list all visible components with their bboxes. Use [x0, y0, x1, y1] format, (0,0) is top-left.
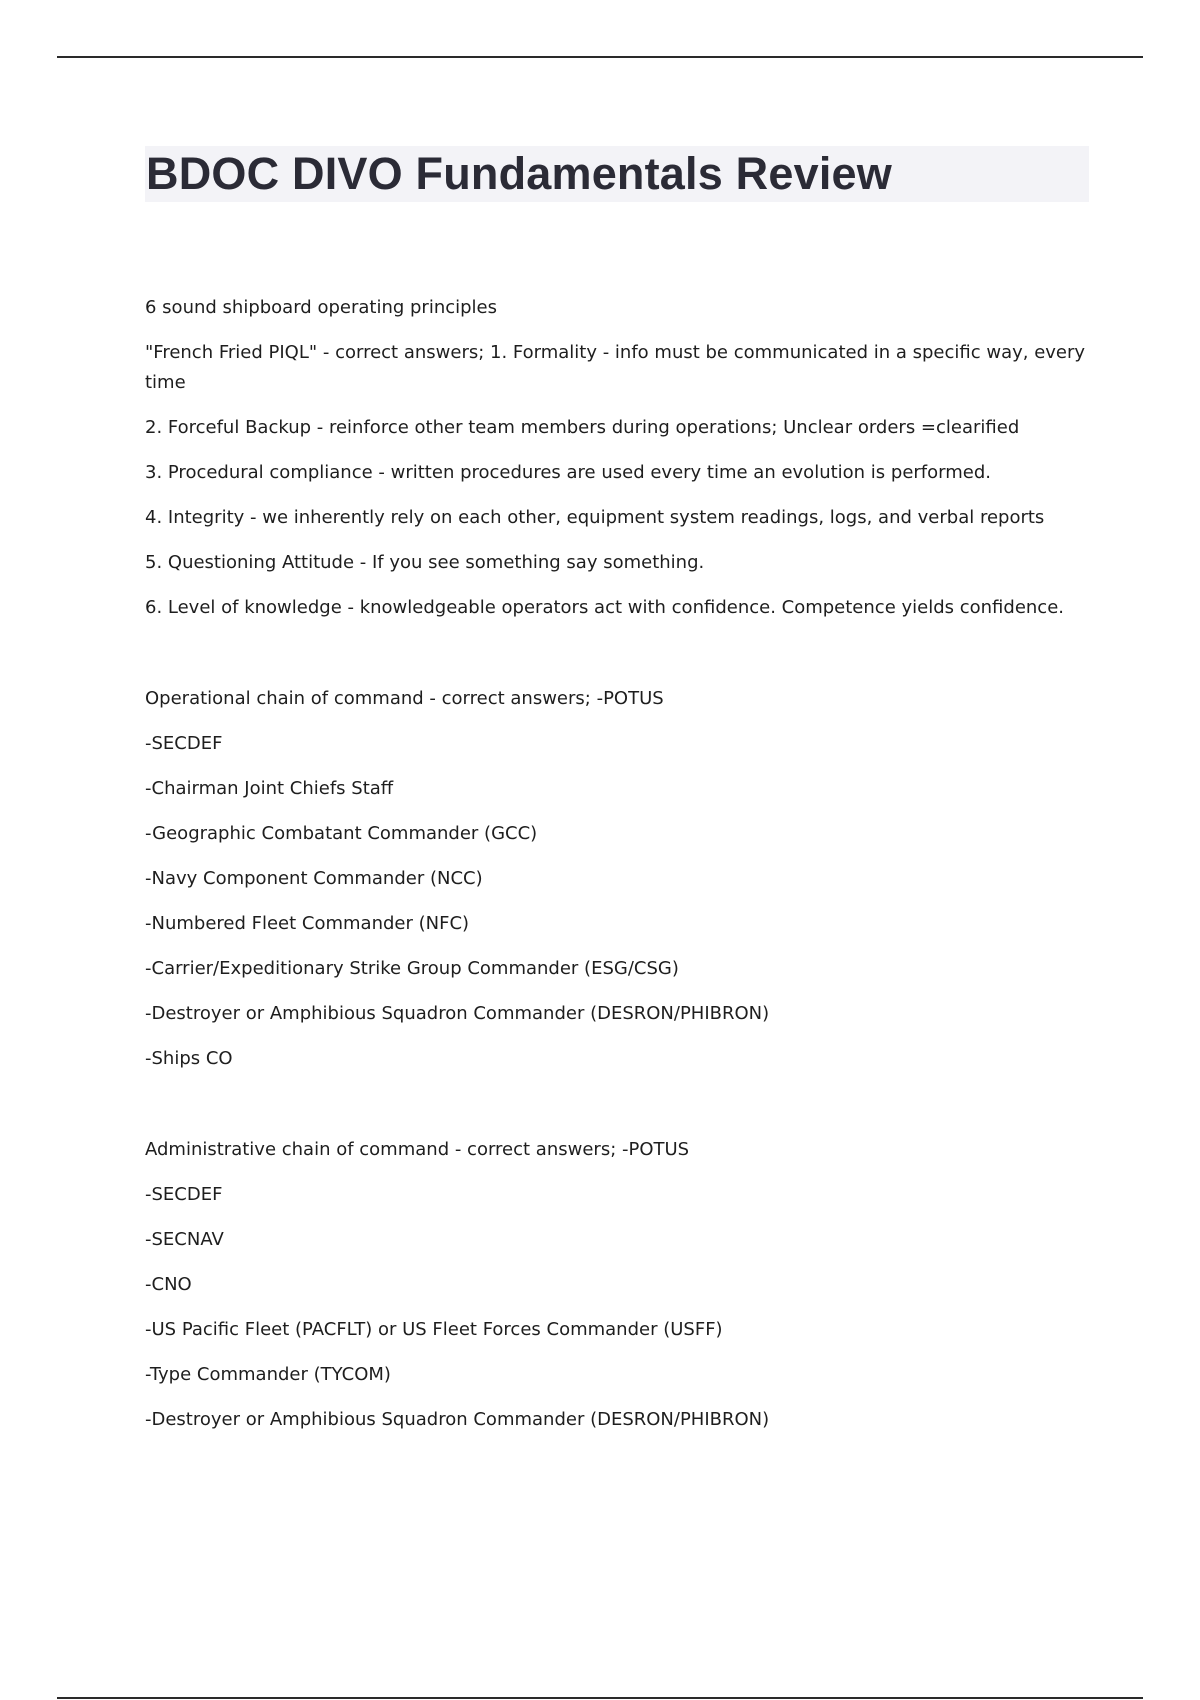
answer-line: -US Pacific Fleet (PACFLT) or US Fleet Forces Commander (USFF)	[145, 1319, 723, 1340]
answer-line: -CNO	[145, 1274, 192, 1295]
answer-line: -Destroyer or Amphibious Squadron Commander (DESRON/PHIBRON)	[145, 1409, 770, 1430]
answer-line: -SECDEF	[145, 1184, 223, 1205]
answer-line: "French Fried PIQL" - correct answers; 1. Formality - info must be communicated in a specific way, every time	[145, 342, 1086, 393]
header-rule	[57, 56, 1143, 58]
answer-line: -SECDEF	[145, 733, 223, 754]
page-title: BDOC DIVO Fundamentals Review	[146, 148, 892, 199]
answer-line: -Carrier/Expeditionary Strike Group Commander (ESG/CSG)	[145, 958, 679, 979]
section-administrative-chain	[145, 1135, 1090, 1435]
answer-line: -Chairman Joint Chiefs Staff	[145, 778, 394, 799]
answer-line: 3. Procedural compliance - written procedures are used every time an evolution is performed.	[145, 462, 991, 483]
section-operating-principles	[145, 293, 1090, 623]
answer-line: -Numbered Fleet Commander (NFC)	[145, 913, 470, 934]
footer-rule	[57, 1697, 1143, 1699]
section-gap	[145, 1089, 1090, 1135]
answer-line: -Geographic Combatant Commander (GCC)	[145, 823, 538, 844]
question-text: 6 sound shipboard operating principles	[145, 297, 498, 318]
question-text: Operational chain of command - correct answers; -POTUS	[145, 688, 664, 709]
answer-line: -Ships CO	[145, 1048, 233, 1069]
answer-line: 4. Integrity - we inherently rely on each other, equipment system readings, logs, and verbal reports	[145, 507, 1045, 528]
answer-line: -Destroyer or Amphibious Squadron Commander (DESRON/PHIBRON)	[145, 1003, 770, 1024]
document-body	[145, 293, 1090, 1450]
answer-line: 5. Questioning Attitude - If you see something say something.	[145, 552, 705, 573]
answer-line: -SECNAV	[145, 1229, 224, 1250]
question-text: Administrative chain of command - correct answers; -POTUS	[145, 1139, 690, 1160]
answer-line: -Type Commander (TYCOM)	[145, 1364, 391, 1385]
section-gap	[145, 638, 1090, 684]
answer-line: -Navy Component Commander (NCC)	[145, 868, 483, 889]
answer-line: 2. Forceful Backup - reinforce other team members during operations; Unclear orders =clearified	[145, 417, 1020, 438]
section-operational-chain	[145, 684, 1090, 1074]
answer-line: 6. Level of knowledge - knowledgeable operators act with confidence. Competence yields confidence.	[145, 597, 1064, 618]
